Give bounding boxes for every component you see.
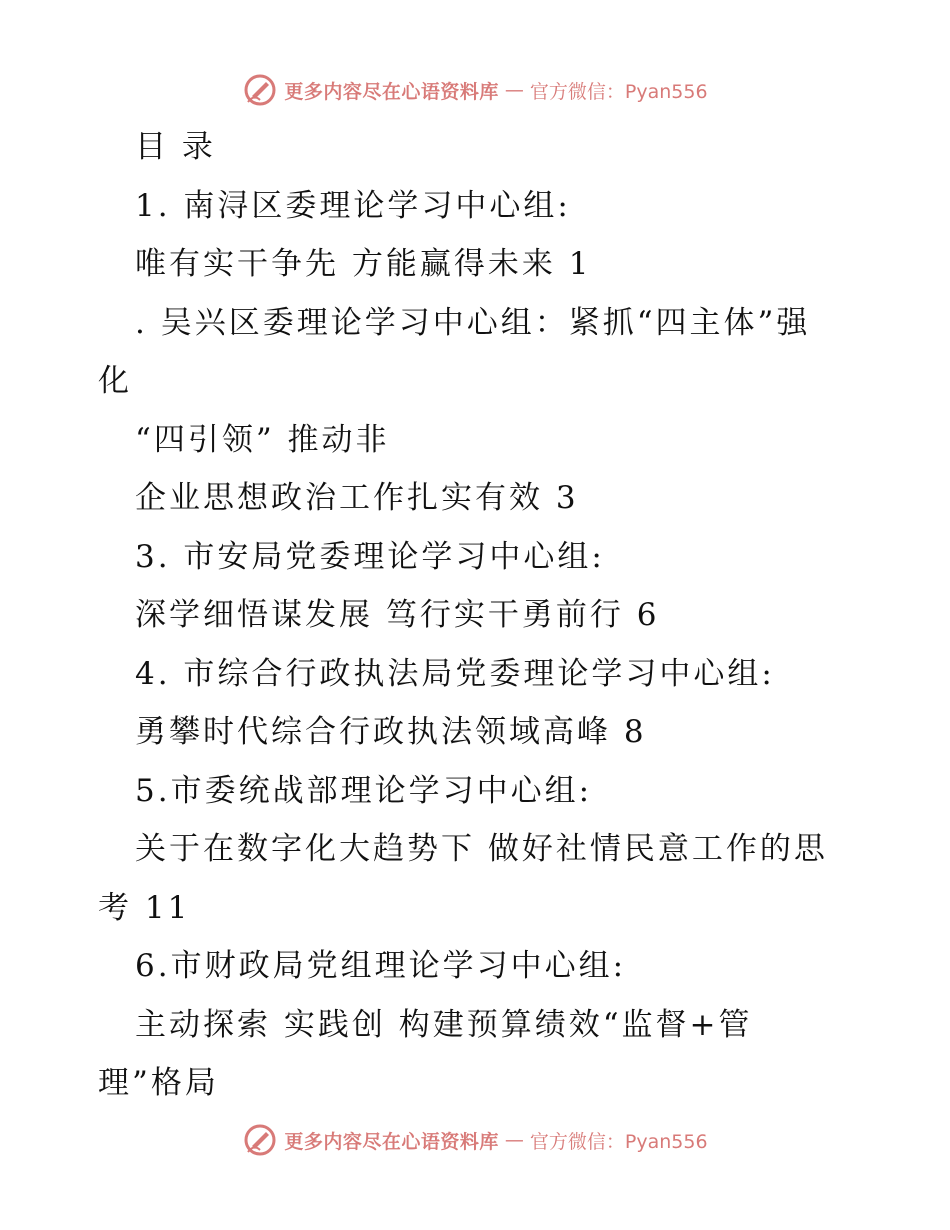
toc-line: 深学细悟谋发展 笃行实干勇前行 6 [135, 597, 660, 633]
toc-line: 化 [98, 363, 132, 399]
toc-heading: 目 录 [135, 129, 216, 165]
toc-line: 5.市委统战部理论学习中心组: [135, 772, 593, 809]
watermark-contact: 官方微信：Pyan556 [529, 80, 708, 103]
toc-line: 考 11 [98, 889, 191, 926]
toc-line: 4. 市综合行政执法局党委理论学习中心组: [135, 655, 775, 692]
watermark-footer [0, 1115, 950, 1165]
toc-line: 理”格局 [98, 1065, 219, 1101]
watermark-contact: 官方微信：Pyan556 [529, 1130, 708, 1153]
toc-line: 1. 南浔区委理论学习中心组: [135, 187, 571, 224]
toc-line: . 吴兴区委理论学习中心组：紧抓“四主体”强 [135, 304, 811, 341]
watermark-separator: — [504, 79, 524, 101]
toc-line: 企业思想政治工作扎实有效 3 [135, 480, 579, 516]
watermark-text: 更多内容尽在心语资料库 [284, 1130, 499, 1153]
toc-line: 勇攀时代综合行政执法领域高峰 8 [135, 714, 647, 750]
toc-line: 主动探索 实践创 构建预算绩效“监督+管 [135, 1006, 753, 1043]
toc-line: 关于在数字化大趋势下 做好社情民意工作的思 [135, 831, 828, 867]
watermark-logo-icon [242, 72, 278, 108]
toc-line: 3. 市安局党委理论学习中心组: [135, 538, 605, 575]
watermark-separator: — [504, 1129, 524, 1151]
watermark-text: 更多内容尽在心语资料库 [284, 80, 499, 103]
watermark-header [0, 65, 950, 115]
toc-line: 6.市财政局党组理论学习中心组: [135, 948, 627, 984]
toc-line: “四引领” 推动非 [135, 421, 390, 458]
toc-line: 唯有实干争先 方能赢得未来 1 [135, 246, 592, 282]
watermark-logo-icon [242, 1122, 278, 1158]
